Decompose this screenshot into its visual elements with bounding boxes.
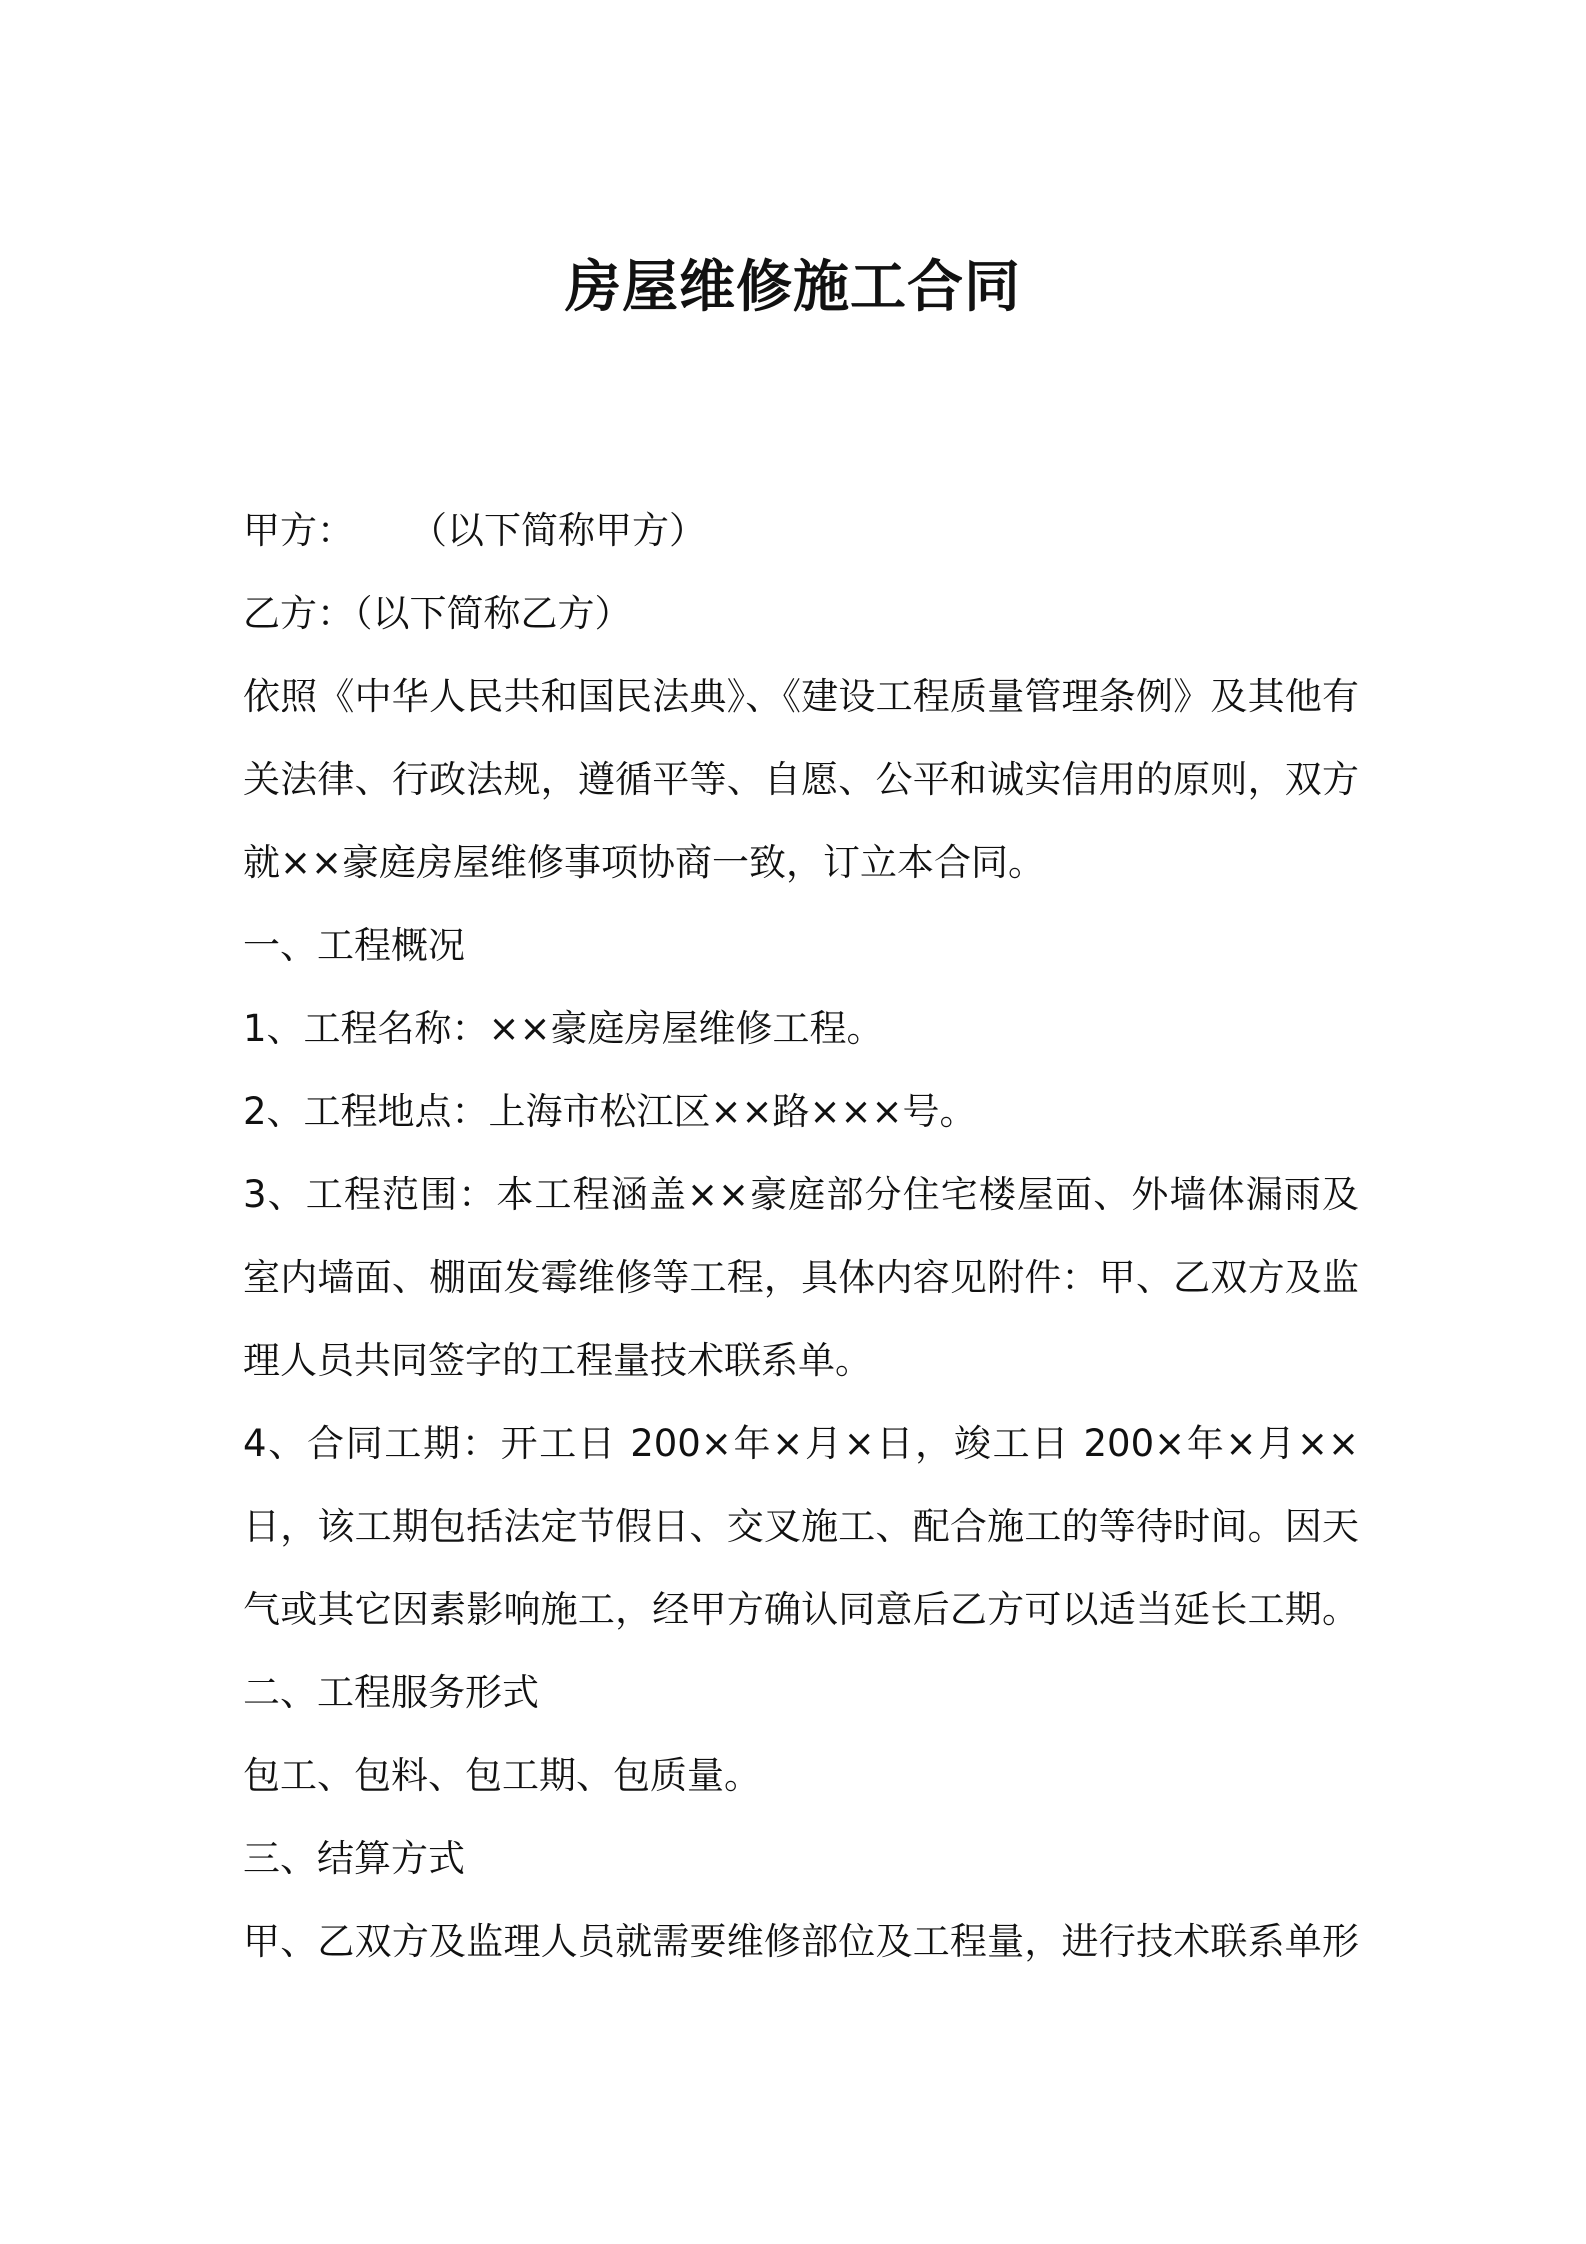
party-b-line: 乙方：（以下简称乙方） xyxy=(243,592,632,635)
party-a-note: （以下简称甲方） xyxy=(410,509,706,552)
section-heading-service-form: 二、工程服务形式 xyxy=(243,1671,539,1714)
clause-project-name: 1、工程名称：××豪庭房屋维修工程。 xyxy=(243,1007,884,1050)
paragraph-line-preamble-2: 关法律、行政法规，遵循平等、自愿、公平和诚实信用的原则，双方 xyxy=(243,758,1359,801)
clause-project-scope-3: 理人员共同签字的工程量技术联系单。 xyxy=(243,1339,872,1382)
party-a-line xyxy=(243,489,1359,572)
clause-contract-period-1: 4、合同工期：开工日 200×年×月×日，竣工日 200×年×月×× xyxy=(243,1422,1359,1465)
clause-project-location: 2、工程地点：上海市松江区××路×××号。 xyxy=(243,1090,977,1133)
clause-project-scope-2: 室内墙面、棚面发霉维修等工程，具体内容见附件：甲、乙双方及监 xyxy=(243,1256,1359,1299)
clause-contract-period-2: 日，该工期包括法定节假日、交叉施工、配合施工的等待时间。因天 xyxy=(243,1505,1359,1548)
clause-contract-period-3: 气或其它因素影响施工，经甲方确认同意后乙方可以适当延长工期。 xyxy=(243,1588,1359,1631)
clause-settlement-1: 甲、乙双方及监理人员就需要维修部位及工程量，进行技术联系单形 xyxy=(243,1920,1359,1963)
paragraph-line-preamble-3: 就××豪庭房屋维修事项协商一致，订立本合同。 xyxy=(243,841,1046,884)
paragraph-line-preamble-1: 依照《中华人民共和国民法典》、《建设工程质量管理条例》及其他有 xyxy=(243,675,1359,718)
clause-service-form: 包工、包料、包工期、包质量。 xyxy=(243,1754,761,1797)
clause-project-scope-1: 3、工程范围：本工程涵盖××豪庭部分住宅楼屋面、外墙体漏雨及 xyxy=(243,1173,1359,1216)
party-a-label: 甲方： xyxy=(243,509,354,552)
document-title: 房屋维修施工合同 xyxy=(565,255,1021,320)
section-heading-overview: 一、工程概况 xyxy=(243,924,465,967)
section-heading-settlement: 三、结算方式 xyxy=(243,1837,465,1880)
contract-body xyxy=(243,489,1359,1983)
